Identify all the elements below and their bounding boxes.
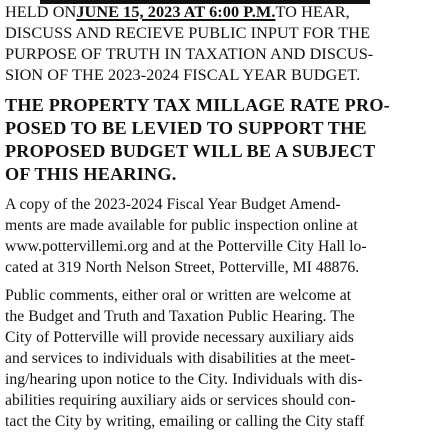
hearing-line-4 — [5, 65, 435, 85]
hearing-line-2 — [5, 23, 435, 43]
tax-statement-line-3 — [5, 141, 435, 162]
comments-line-2-text: the Budget and Truth and Taxation Public Hearing. The — [5, 308, 355, 325]
tax-statement-line-4-text: OF THIS HEARING. — [5, 164, 177, 184]
hearing-line-1 — [5, 2, 435, 22]
comments-line-5-text: ing/hearing upon notice to the City. Individuals with dis- — [5, 371, 363, 388]
tax-statement-line-3-text: PROPOSED BUDGET WILL BE A SUBJECT — [5, 141, 376, 161]
comments-line-4-text: and services to individuals with disabilities at the meet- — [5, 350, 356, 367]
copy-line-1-text: A copy of the 2023-2024 Fiscal Year Budget Amend- — [5, 196, 341, 213]
hearing-line-1-start: HELD ON — [5, 2, 77, 21]
tax-statement-line-1 — [5, 95, 435, 116]
copy-line-2-text: ments are made available for public inspection online at — [5, 217, 358, 234]
comments-line-1 — [5, 287, 435, 305]
copy-line-4-text: cated at 319 North Nelson Street, Potterville, MI 48876. — [5, 259, 360, 276]
hearing-date-time: JUNE 15, 2023 AT 6:00 P.M. — [76, 2, 276, 21]
comments-line-3-text: City of Potterville will provide necessary auxiliary aids — [5, 329, 354, 346]
comments-line-1-text: Public comments, either oral or written are welcome at — [5, 287, 352, 304]
hearing-line-1-end: TO HEAR, — [275, 2, 350, 21]
tax-statement-line-1-text: THE PROPERTY TAX MILLAGE RATE PRO- — [5, 95, 390, 115]
copy-line-4 — [5, 259, 435, 277]
comments-line-3 — [5, 329, 435, 347]
comments-line-7-text: tact the City by writing, emailing or calling the City staff — [5, 413, 365, 430]
comments-line-6-text: abilities requiring auxiliary aids or services should con- — [5, 392, 356, 409]
comments-line-4 — [5, 350, 435, 368]
tax-statement-line-2 — [5, 118, 435, 139]
hearing-line-4-text: SION OF THE 2023-2024 FISCAL YEAR BUDGET. — [5, 65, 361, 84]
comments-line-5 — [5, 371, 435, 389]
tax-statement-line-2-text: POSED TO BE LEVIED TO SUPPORT THE — [5, 118, 367, 138]
copy-line-3 — [5, 238, 435, 256]
hearing-line-2-text: DISCUSS AND RECIEVE PUBLIC INPUT FOR THE — [5, 23, 371, 42]
comments-line-7 — [5, 413, 435, 431]
hearing-line-3 — [5, 44, 435, 64]
copy-line-2 — [5, 217, 435, 235]
copy-line-3-text: www.pottervillemi.org and at the Potterville City Hall lo- — [5, 238, 367, 255]
copy-line-1 — [5, 196, 435, 214]
comments-line-6 — [5, 392, 435, 410]
comments-line-2 — [5, 308, 435, 326]
hearing-line-3-text: PURPOSE OF TRUTH IN TAXATION AND DISCUS- — [5, 44, 374, 63]
tax-statement-line-4 — [5, 164, 435, 185]
